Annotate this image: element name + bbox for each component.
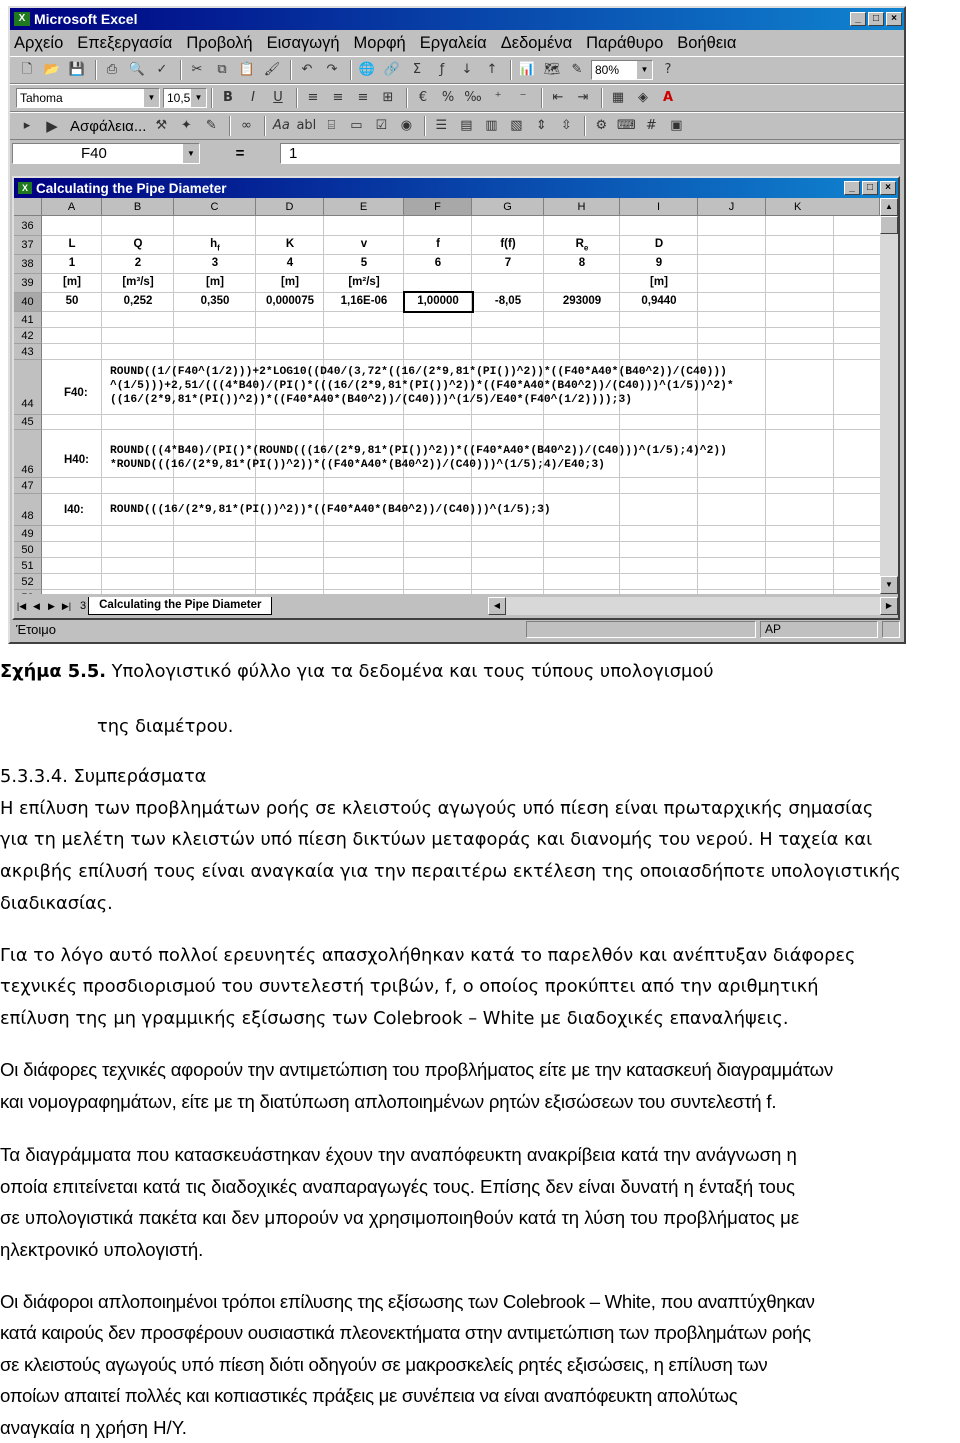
formula-equals[interactable]: = — [235, 144, 245, 162]
cell-c38[interactable]: 3 — [211, 257, 219, 269]
cell-a37[interactable]: L — [68, 238, 76, 250]
save-icon[interactable]: 💾 — [68, 62, 86, 77]
row-header[interactable]: 38 — [14, 255, 42, 274]
button-control-icon[interactable]: ▭ — [350, 118, 363, 133]
cell-f37[interactable]: f — [436, 238, 440, 250]
caption-text: Υπολογιστικό φύλλο για τα δεδομένα και τους τύπους υπολογισμού — [106, 661, 714, 682]
cell-d37[interactable]: K — [285, 238, 295, 250]
first-sheet-icon[interactable]: |◀ — [16, 601, 27, 611]
row-header[interactable]: 43 — [14, 344, 42, 360]
zoom-select[interactable]: 80% ▼ — [591, 60, 653, 80]
toolbar-separator — [211, 88, 213, 108]
cell-f40[interactable]: 1,00000 — [417, 295, 459, 307]
toolbar-separator — [264, 116, 266, 136]
column-header-c[interactable]: C — [174, 198, 256, 216]
cell-c40[interactable]: 0,350 — [200, 295, 230, 307]
column-header-a[interactable]: A — [42, 198, 102, 216]
cell-a39[interactable]: [m] — [63, 276, 81, 288]
currency-icon[interactable]: € — [418, 90, 428, 105]
sort-desc-icon[interactable]: ↑ — [486, 62, 498, 77]
cell-b37[interactable]: Q — [133, 238, 143, 250]
autosum-icon[interactable]: Σ — [412, 62, 422, 77]
cell-i40[interactable]: 0,9440 — [641, 295, 677, 307]
hyperlink-icon[interactable]: 🔗 — [383, 62, 401, 77]
status-panel — [882, 621, 900, 638]
tools-icon[interactable]: ⚒ — [155, 118, 168, 133]
toolbar-separator — [541, 88, 543, 108]
cell-h38[interactable]: 8 — [578, 257, 586, 269]
sheet-tab-active[interactable]: Calculating the Pipe Diameter — [88, 597, 272, 615]
cell-c37[interactable] — [174, 238, 256, 252]
cell-b40[interactable]: 0,252 — [123, 295, 153, 307]
status-bar — [12, 618, 900, 640]
chart-wizard-icon[interactable]: 📊 — [518, 62, 536, 77]
f40-formula-line: ^(1/5)))+2,51/(((4*B40)/(PI()*(((16/(2*9,81*(PI())^2))*((F40*A40*(B40^2))/(C40)))^(1/5))^2)* — [110, 380, 734, 392]
underline-icon[interactable]: U — [273, 90, 283, 105]
undo-icon[interactable]: ↶ — [301, 62, 313, 77]
cell-i38[interactable]: 9 — [655, 257, 663, 269]
scroll-left-icon[interactable]: ◀ — [488, 597, 506, 615]
minimize-icon[interactable]: _ — [844, 181, 860, 195]
cell-f38[interactable]: 6 — [434, 257, 442, 269]
row-header[interactable]: 48 — [14, 494, 42, 526]
borders-icon[interactable]: ▦ — [611, 90, 625, 105]
toolbar-separator — [406, 88, 408, 108]
italic-icon[interactable]: I — [251, 90, 255, 105]
figure-caption — [0, 661, 714, 682]
paragraph-line: Η επίλυση των προβλημάτων ροής σε κλειστούς αγωγούς υπό πίεση είναι πρωταρχικής σημασίας — [0, 798, 874, 819]
paragraph-line: σε υπολογιστικά πακέτα και δεν μπορούν να χρησιμοποιηθούν κατά τη λύση του προβλήματος με — [0, 1207, 800, 1228]
sort-asc-icon[interactable]: ↓ — [461, 62, 473, 77]
sheet-tab-bar — [14, 594, 898, 618]
font-color-icon[interactable]: A — [662, 90, 674, 105]
paragraph-line: σε κλειστούς αγωγούς υπό πίεση διότι οδηγούν σε μακροσκελείς ρητές εξισώσεις, η επίλυση των — [0, 1354, 768, 1375]
excel-window — [8, 6, 906, 644]
paragraph-line: επίλυση της μη γραμμικής εξίσωσης των Colebrook – White με διαδοχικές επαναλήψεις. — [0, 1008, 789, 1029]
row-header[interactable]: 50 — [14, 542, 42, 558]
fill-color-icon[interactable]: ◈ — [638, 90, 648, 105]
scroll-bar-icon[interactable]: ⇕ — [535, 118, 547, 133]
decrease-indent-icon[interactable]: ⇤ — [552, 90, 564, 105]
combo-box-icon[interactable]: ▤ — [460, 118, 473, 133]
toolbar-separator — [180, 60, 182, 80]
column-header-j[interactable]: J — [698, 198, 766, 216]
toolbar-separator — [424, 116, 426, 136]
cell-a38[interactable]: 1 — [68, 257, 76, 269]
app-titlebar — [10, 8, 904, 30]
percent-icon[interactable]: % — [441, 90, 455, 105]
next-sheet-icon[interactable]: ▶ — [48, 601, 55, 611]
paragraph-line: διαδικασίας. — [0, 893, 113, 914]
copy-icon[interactable]: ⧉ — [217, 62, 227, 77]
last-sheet-icon[interactable]: ▶| — [61, 601, 72, 611]
print-preview-icon[interactable]: 🔍 — [128, 62, 146, 77]
caption-label: Σχήμα 5.5. — [0, 661, 107, 682]
checkbox-icon[interactable]: ☑ — [375, 118, 388, 133]
workbook-title: Calculating the Pipe Diameter — [36, 180, 227, 196]
function-icon[interactable]: ƒ — [439, 62, 445, 77]
vertical-scrollbar[interactable] — [880, 198, 898, 594]
row-header[interactable]: 44 — [14, 360, 42, 415]
caption-line-2: της διαμέτρου. — [97, 716, 234, 737]
i40-formula-label: I40: — [64, 504, 84, 516]
row-header[interactable]: 37 — [14, 236, 42, 255]
row-header[interactable]: 49 — [14, 526, 42, 542]
toolbar-separator — [510, 60, 512, 80]
status-panel — [526, 621, 756, 638]
row-header[interactable]: 45 — [14, 415, 42, 430]
status-text: Έτοιμο — [16, 621, 56, 637]
menu-insert[interactable]: Εισαγωγή — [266, 33, 340, 52]
edit-box-icon[interactable]: abl — [296, 118, 317, 133]
wizard-icon[interactable]: ✦ — [180, 118, 192, 133]
formula-input[interactable]: 1 — [280, 143, 900, 164]
forms-toolbar — [10, 112, 904, 140]
cell-g38[interactable]: 7 — [504, 257, 512, 269]
combo-dropdown-icon[interactable]: ▧ — [510, 118, 523, 133]
cell-e39[interactable]: [m²/s] — [348, 276, 380, 288]
paragraph-line: για τη μελέτη των κλειστών υπό πίεση δικτύων μεταφοράς και διανομής του νερού. Η ταχεία και — [0, 829, 873, 850]
row-header[interactable]: 40 — [14, 293, 42, 312]
minimize-icon[interactable]: _ — [850, 12, 866, 26]
hf-subscript: f — [217, 243, 220, 253]
toggle-grid-icon[interactable]: # — [645, 118, 657, 133]
f40-formula-line: ROUND((1/(F40^(1/2)))+2*LOG10((D40/(3,72*((16/(2*9,81*(PI())^2))*((F40*A40*(B40^2))/(C40))) — [110, 366, 727, 378]
i40-formula-line: ROUND(((16/(2*9,81*(PI())^2))*((F40*A40*(B40^2))/(C40)))^(1/5);3) — [110, 504, 551, 516]
app-title: Microsoft Excel — [34, 11, 138, 27]
print-icon[interactable]: ⎙ — [106, 62, 118, 77]
bold-icon[interactable]: B — [223, 90, 233, 105]
paragraph-line: οποίων απαιτεί πολλές και κοπιαστικές πράξεις με συνέπεια να είναι αναπόφευκτη απολύτως — [0, 1385, 738, 1406]
menu-file[interactable]: Αρχείο — [14, 33, 64, 52]
menu-tools[interactable]: Εργαλεία — [419, 33, 487, 52]
column-header-f[interactable]: F — [404, 198, 472, 216]
increase-decimal-icon[interactable]: ⁺ — [494, 90, 502, 105]
paragraph-line: κατά καιρούς δεν προσφέρουν ουσιαστικά πλεονεκτήματα στην αντιμετώπιση των προβλημάτων ροής — [0, 1322, 811, 1343]
cell-e37[interactable]: v — [360, 238, 368, 250]
cell-d38[interactable]: 4 — [286, 257, 294, 269]
workbook-icon: X — [18, 182, 32, 194]
align-left-icon[interactable]: ≡ — [307, 90, 319, 105]
paragraph-line: Για το λόγο αυτό πολλοί ερευνητές απασχολήθηκαν κατά το παρελθόν και ανέπτυξαν διάφορες — [0, 945, 856, 966]
row-header[interactable]: 52 — [14, 574, 42, 590]
excel-app-icon: X — [14, 12, 30, 26]
security-arrow-icon[interactable]: ▶ — [46, 117, 58, 135]
row-header[interactable]: 39 — [14, 274, 42, 293]
scroll-up-icon[interactable]: ▲ — [880, 198, 898, 216]
align-right-icon[interactable]: ≡ — [357, 90, 369, 105]
hf-symbol: h — [210, 238, 218, 250]
increase-indent-icon[interactable]: ⇥ — [577, 90, 589, 105]
scroll-down-icon[interactable]: ▼ — [880, 576, 898, 594]
menu-edit[interactable]: Επεξεργασία — [77, 33, 173, 52]
scroll-right-icon[interactable]: ▶ — [880, 597, 898, 615]
status-num-panel: AP — [760, 621, 878, 638]
menu-window[interactable]: Παράθυρο — [586, 33, 664, 52]
web-icon[interactable]: 🌐 — [358, 62, 376, 77]
menu-data[interactable]: Δεδομένα — [500, 33, 573, 52]
paragraph-line: τεχνικές προσδιορισμού του συντελεστή τριβών, f, ο οποίος προκύπτει από την αριθμητική — [0, 976, 819, 997]
cell-d39[interactable]: [m] — [281, 276, 299, 288]
run-dialog-icon[interactable]: ▣ — [670, 118, 683, 133]
edit-icon[interactable]: ∞ — [240, 118, 252, 133]
merge-center-icon[interactable]: ⊞ — [382, 90, 394, 105]
column-header-d[interactable]: D — [256, 198, 324, 216]
section-heading: 5.3.3.4. Συμπεράσματα — [0, 766, 207, 787]
re-subscript: e — [583, 243, 589, 253]
cell-c39[interactable]: [m] — [206, 276, 224, 288]
row-header[interactable]: 46 — [14, 430, 42, 478]
menu-view[interactable]: Προβολή — [186, 33, 253, 52]
f40-formula-line: ((16/(2*9,81*(PI())^2))*((F40*A40*(B40^2))/(C40)))^(1/5)/E40*(F40^(1/2))));3) — [110, 394, 633, 406]
column-header-i[interactable]: I — [620, 198, 698, 216]
drawing-icon[interactable]: ✎ — [571, 62, 583, 77]
selected-cell-highlight — [403, 291, 474, 313]
formula-bar — [10, 140, 904, 166]
new-icon[interactable]: 🗋 — [21, 62, 33, 77]
group-box-icon[interactable]: ⌸ — [327, 118, 336, 133]
column-header-g[interactable]: G — [472, 198, 544, 216]
restore-icon[interactable]: □ — [862, 181, 878, 195]
control-properties-icon[interactable]: ⚙ — [595, 118, 608, 133]
cell-e40[interactable]: 1,16E-06 — [340, 295, 388, 307]
label-control-icon[interactable]: Aa — [272, 118, 290, 133]
cell-h40[interactable]: 293009 — [562, 295, 602, 307]
comma-style-icon[interactable]: ‰ — [464, 90, 482, 105]
menu-help[interactable]: Βοήθεια — [677, 33, 737, 52]
cell-b39[interactable]: [m³/s] — [122, 276, 154, 288]
cell-g40[interactable]: -8,05 — [494, 295, 522, 307]
font-select[interactable]: Tahoma ▼ — [16, 88, 160, 108]
paragraph-line: και νομογραφημάτων, είτε με τη διατύπωση απλοποιημένων ρητών εξισώσεων του συντελεστή f. — [0, 1091, 777, 1112]
toolbar-separator — [584, 116, 586, 136]
toolbar-separator — [296, 88, 298, 108]
paragraph-line: ηλεκτρονικό υπολογιστή. — [0, 1239, 204, 1260]
name-box[interactable]: F40 ▼ — [12, 143, 200, 164]
cell-i37[interactable]: D — [654, 238, 664, 250]
security-button[interactable]: Ασφάλεια... — [70, 117, 147, 135]
toolbar-separator — [350, 60, 352, 80]
cell-h37[interactable] — [544, 238, 620, 252]
open-icon[interactable]: 📂 — [43, 62, 61, 77]
paste-icon[interactable]: 📋 — [238, 62, 256, 77]
close-icon[interactable]: × — [880, 181, 896, 195]
maximize-icon[interactable]: □ — [868, 12, 884, 26]
column-header-h[interactable]: H — [544, 198, 620, 216]
design-mode-icon[interactable]: ✎ — [205, 118, 217, 133]
column-header-e[interactable]: E — [324, 198, 404, 216]
cell-b38[interactable]: 2 — [134, 257, 142, 269]
menu-format[interactable]: Μορφή — [353, 33, 406, 52]
redo-icon[interactable]: ↷ — [326, 62, 338, 77]
menu-bar — [10, 30, 904, 56]
h40-formula-label: H40: — [64, 454, 89, 466]
f40-formula-label: F40: — [64, 387, 88, 399]
toolbar-separator — [290, 60, 292, 80]
row-header[interactable]: 42 — [14, 328, 42, 344]
row-header[interactable]: 47 — [14, 478, 42, 494]
paragraph-line: Τα διαγράμματα που κατασκευάστηκαν έχουν την αναπόφευκτη ανακρίβεια κατά την ανάγνωση η — [0, 1144, 797, 1165]
sheet-number[interactable]: 3 — [80, 600, 87, 612]
standard-toolbar — [10, 56, 904, 84]
spelling-icon[interactable]: ✓ — [156, 62, 168, 77]
cell-i39[interactable]: [m] — [650, 276, 668, 288]
row-header[interactable]: 36 — [14, 216, 42, 236]
formatting-toolbar — [10, 84, 904, 112]
toolbar-separator — [601, 88, 603, 108]
help-icon[interactable]: ? — [664, 62, 672, 77]
close-icon[interactable]: × — [886, 12, 902, 26]
paragraph-line: οποία επιτείνεται κατά τις διαδοχικές αναπαραγωγές τους. Επίσης δεν είναι δυνατή η ένταξή τους — [0, 1176, 795, 1197]
cell-g37[interactable]: f(f) — [500, 238, 516, 250]
workbook-window — [12, 176, 900, 620]
font-size-select[interactable]: 10,5 ▼ — [163, 88, 207, 108]
column-header-k[interactable]: K — [766, 198, 880, 216]
column-header-b[interactable]: B — [102, 198, 174, 216]
paragraph-line: αναγκαία η χρήση Η/Υ. — [0, 1417, 187, 1438]
horizontal-scrollbar[interactable] — [488, 597, 898, 615]
re-symbol: R — [575, 238, 584, 250]
h40-formula-line: ROUND(((4*B40)/(PI()*(ROUND(((16/(2*9,81*(PI())^2))*((F40*A40*(B40^2))/(C40)))^(1/5);4)^2)) — [110, 445, 727, 457]
cut-icon[interactable]: ✂ — [191, 62, 203, 77]
combo-list-icon[interactable]: ▥ — [485, 118, 498, 133]
spinner-icon[interactable]: ⇳ — [560, 118, 572, 133]
paragraph-line: ακριβής επίλυσή τους είναι αναγκαία για την περαιτέρω εκτέλεση της οποιασδήποτε υπολογιστικής — [0, 861, 901, 882]
decrease-decimal-icon[interactable]: ⁻ — [519, 90, 527, 105]
option-button-icon[interactable]: ◉ — [400, 118, 413, 133]
cell-a40[interactable]: 50 — [65, 295, 79, 307]
scroll-thumb[interactable] — [880, 216, 898, 234]
row-header[interactable]: 51 — [14, 558, 42, 574]
workbook-titlebar — [14, 178, 898, 198]
list-box-icon[interactable]: ☰ — [435, 118, 448, 133]
prev-sheet-icon[interactable]: ◀ — [33, 601, 40, 611]
toolbar-separator — [229, 116, 231, 136]
cell-e38[interactable]: 5 — [360, 257, 368, 269]
toolbar-arrow-icon[interactable]: ▸ — [23, 118, 31, 133]
align-center-icon[interactable]: ≡ — [332, 90, 344, 105]
spreadsheet-grid[interactable] — [14, 198, 880, 594]
paragraph-line: Οι διάφορες τεχνικές αφορούν την αντιμετώπιση του προβλήματος είτε με την κατασκευή διαγραμμάτων — [0, 1059, 834, 1080]
edit-code-icon[interactable]: ⌨ — [616, 118, 636, 133]
select-all-corner[interactable] — [14, 198, 42, 216]
map-icon[interactable]: 🗺 — [543, 62, 561, 77]
h40-formula-line: *ROUND(((16/(2*9,81*(PI())^2))*((F40*A40*(B40^2))/(C40)))^(1/5);4)/E40;3) — [110, 459, 605, 471]
format-painter-icon[interactable]: 🖌 — [263, 62, 281, 77]
paragraph-line: Οι διάφοροι απλοποιημένοι τρόποι επίλυσης της εξίσωσης των Colebrook – White, που αναπτύχθηκαν — [0, 1291, 815, 1312]
row-header[interactable]: 41 — [14, 312, 42, 328]
cell-d40[interactable]: 0,000075 — [266, 295, 314, 307]
toolbar-separator — [95, 60, 97, 80]
